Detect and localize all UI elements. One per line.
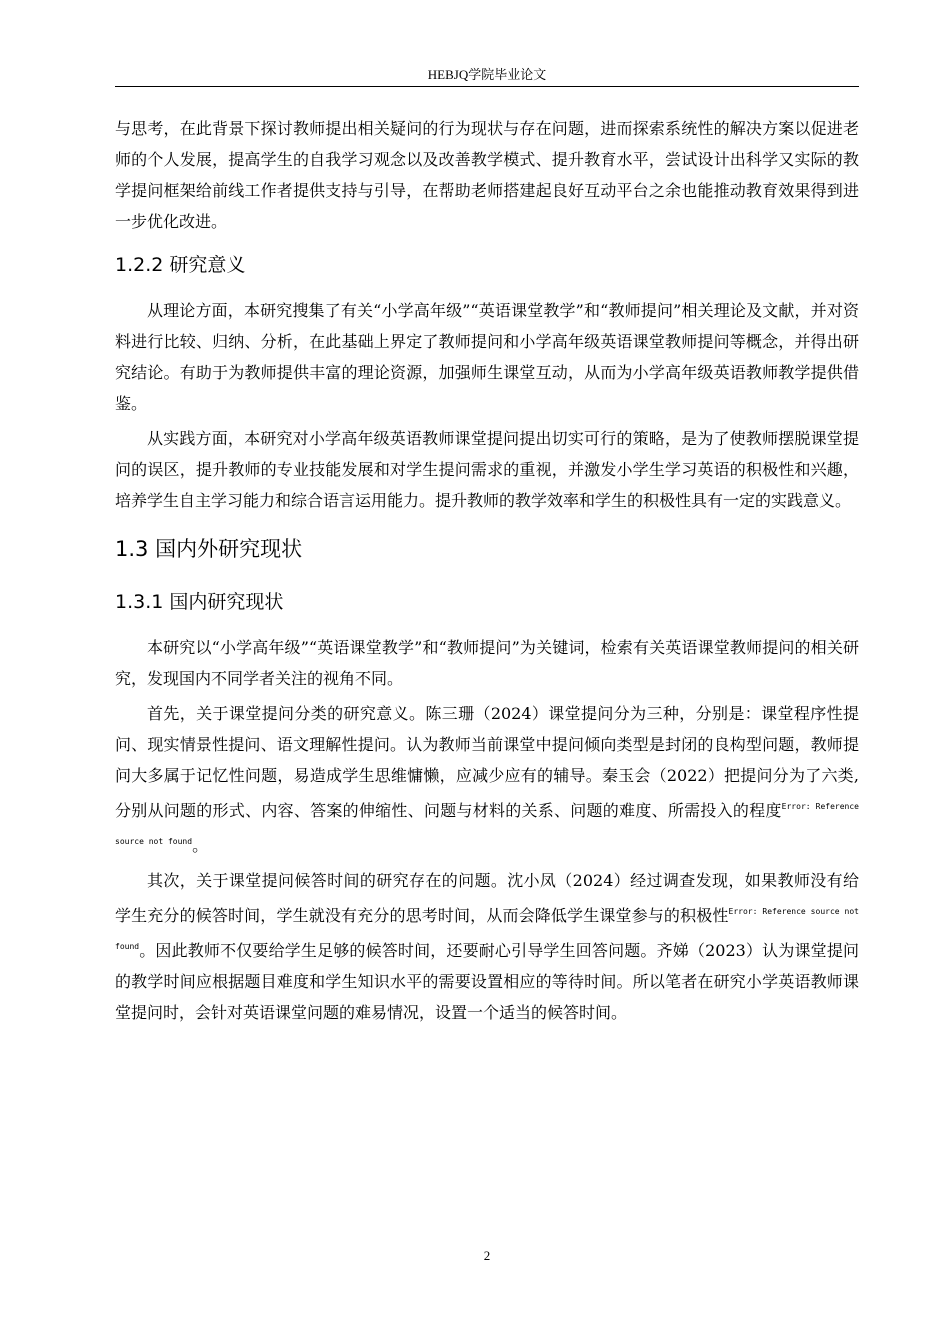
header-rule: [115, 86, 859, 87]
paragraph-classification-text: 首先，关于课堂提问分类的研究意义。陈三珊（2024）课堂提问分为三种，分别是：课堂程序性提问、现实情景性提问、语文理解性提问。认为教师当前课堂中提问倾向类型是封闭的良构型问题，教师提问大多属于记忆性问题，易造成学生思维慵懒，应减少应有的辅导。秦玉会（2022）把提问分为了六类,分别从问题的形式、内容、答案的伸缩性、问题与材料的关系、问题的难度、所需投入的程度: [115, 704, 859, 820]
heading-1-2-2: 1.2.2 研究意义: [115, 254, 246, 276]
paragraph-practice: 从实践方面，本研究对小学高年级英语教师课堂提问提出切实可行的策略，是为了使教师摆脱课堂提问的误区，提升教师的专业技能发展和对学生提问需求的重视，并激发小学生学习英语的积极性和兴趣，培养学生自主学习能力和综合语言运用能力。提升教师的教学效率和学生的积极性具有一定的实践意义。: [115, 429, 859, 510]
paragraph-intro: 本研究以“小学高年级”“英语课堂教学”和“教师提问”为关键词，检索有关英语课堂教师提问的相关研究，发现国内不同学者关注的视角不同。: [115, 638, 859, 688]
paragraph-classification-end: 。: [192, 836, 209, 855]
paragraph-wait-time: [115, 865, 859, 1028]
heading-1-3: 1.3 国内外研究现状: [115, 537, 303, 561]
paragraph-theory: 从理论方面，本研究搜集了有关“小学高年级”“英语课堂教学”和“教师提问”相关理论及文献，并对资料进行比较、归纳、分析，在此基础上界定了教师提问和小学高年级英语课堂教师提问等概念，并得出研究结论。有助于为教师提供丰富的理论资源，加强师生课堂互动，从而为小学高年级英语教师教学提供借鉴。: [115, 301, 859, 413]
paragraph-wait-time-rest: 。因此教师不仅要给学生足够的候答时间，还要耐心引导学生回答问题。齐娣（2023）认为课堂提问的教学时间应根据题目难度和学生知识水平的需要设置相应的等待时间。所以笔者在研究小学英语教师课堂提问时，会针对英语课堂问题的难易情况，设置一个适当的候答时间。: [115, 941, 859, 1022]
page-body: [115, 113, 859, 1032]
paragraph-wait-time-text: 其次，关于课堂提问候答时间的研究存在的问题。沈小凤（2024）经过调查发现，如果教师没有给学生充分的候答时间，学生就没有充分的思考时间，从而会降低学生课堂参与的积极性: [115, 871, 859, 925]
running-header: HEBJQ学院毕业论文: [427, 67, 547, 82]
page-number: 2: [483, 1248, 491, 1263]
heading-1-3-1: 1.3.1 国内研究现状: [115, 591, 284, 613]
paragraph-classification: [115, 698, 859, 861]
reference-error-1: Error: Reference source not found: [115, 802, 859, 846]
reference-error-2: Error: Reference source not found: [115, 907, 859, 951]
paragraph-continued: 与思考，在此背景下探讨教师提出相关疑问的行为现状与存在问题，进而探索系统性的解决方案以促进老师的个人发展，提高学生的自我学习观念以及改善教学模式、提升教育水平，尝试设计出科学又实际的教学提问框架给前线工作者提供支持与引导，在帮助老师搭建起良好互动平台之余也能推动教育效果得到进一步优化改进。: [115, 119, 859, 231]
